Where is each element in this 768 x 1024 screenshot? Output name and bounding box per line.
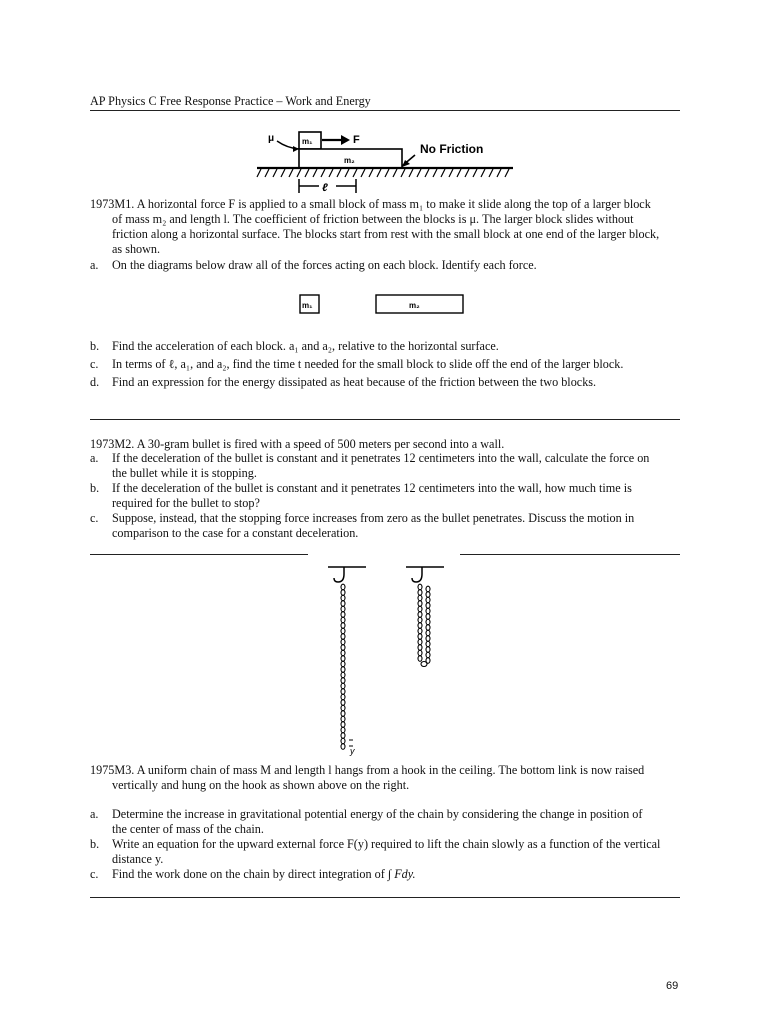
- chain-link: [341, 590, 345, 596]
- chain-link: [418, 639, 422, 645]
- chain-link: [341, 623, 345, 629]
- page-header-title: AP Physics C Free Response Practice – Work and Energy: [90, 94, 371, 108]
- chain-link: [341, 601, 345, 607]
- y-label: y: [350, 746, 355, 756]
- straight-chain: [341, 584, 345, 749]
- problem2-part-b-line1: If the deceleration of the bullet is constant and it penetrates 12 centimeters into the wall, how much time is: [112, 481, 632, 495]
- header-rule: [90, 110, 680, 111]
- problem1-part-c-label: c.: [90, 357, 99, 371]
- problem3-part-a-label: a.: [90, 807, 99, 821]
- problem1-part-d-label: d.: [90, 375, 100, 389]
- chain-link: [341, 689, 345, 695]
- hook-right: [412, 567, 422, 582]
- chain-link: [418, 656, 422, 662]
- chain-link: [341, 744, 345, 750]
- chain-link: [341, 612, 345, 618]
- chain-link: [341, 645, 345, 651]
- problem2-intro: 1973M2. A 30-gram bullet is fired with a speed of 500 meters per second into a wall.: [90, 437, 505, 451]
- chain-link: [341, 705, 345, 711]
- chain-link: [341, 634, 345, 640]
- chain-link: [341, 617, 345, 623]
- chain-link: [341, 672, 345, 678]
- chain-link: [418, 590, 422, 596]
- chain-link: [341, 595, 345, 601]
- integral-expression: ∫ Fdy.: [387, 867, 416, 881]
- folded-chain: [418, 584, 430, 666]
- chain-link: [426, 597, 430, 603]
- problem1-intro-line4: as shown.: [112, 242, 161, 256]
- chain-link: [426, 636, 430, 642]
- chain-link: [426, 603, 430, 609]
- problem2-part-a-label: a.: [90, 451, 99, 465]
- problem2-part-c-label: c.: [90, 511, 99, 525]
- chain-link: [341, 722, 345, 728]
- chain-link: [418, 645, 422, 651]
- fbd-m2-label: m₂: [409, 301, 420, 310]
- problem1-part-c-text: In terms of ℓ, a₁, and a₂, find the time t needed for the small block to slide off the end of the larger block.: [112, 357, 624, 371]
- problem2-part-b-line2: required for the bullet to stop?: [112, 496, 260, 510]
- problem3-part-b-line1: Write an equation for the upward external force F(y) required to lift the chain slowly as a function of the vertical: [112, 837, 661, 851]
- problem3-part-c-line1: Find the work done on the chain by direct integration of: [112, 867, 385, 881]
- mu-label: μ: [268, 133, 275, 144]
- chain-link: [418, 650, 422, 656]
- chain-link: [418, 623, 422, 629]
- chain-link: [341, 628, 345, 634]
- chain-link: [418, 606, 422, 612]
- chain-link: [341, 661, 345, 667]
- chain-link: [418, 617, 422, 623]
- chain-link: [426, 630, 430, 636]
- problem1-part-a-text: On the diagrams below draw all of the forces acting on each block. Identify each force.: [112, 258, 537, 272]
- problem2-divider-left: [90, 554, 308, 555]
- problem2-part-c-line2: comparison to the case for a constant deceleration.: [112, 526, 359, 540]
- chain-link: [426, 614, 430, 620]
- chain-link: [341, 584, 345, 590]
- ground-hatching: [257, 169, 509, 177]
- problem3-part-c-text: [112, 867, 416, 882]
- chain-link: [426, 592, 430, 598]
- problem1-intro-line1: 1973M1. A horizontal force F is applied to a small block of mass m₁ to make it slide along the top of a larger block: [90, 197, 651, 211]
- chain-link: [426, 608, 430, 614]
- chain-link: [426, 647, 430, 653]
- length-label: ℓ: [322, 182, 328, 194]
- chain-link: [341, 727, 345, 733]
- chain-link: [341, 650, 345, 656]
- page-number: 69: [666, 980, 679, 992]
- chain-link: [418, 612, 422, 618]
- problem3-intro-line2: vertically and hung on the hook as shown above on the right.: [112, 778, 410, 792]
- chain-link: [418, 584, 422, 590]
- problem1-part-b-label: b.: [90, 339, 100, 353]
- problem1-part-d-text: Find an expression for the energy dissipated as heat because of the friction between the two blocks.: [112, 375, 597, 389]
- chain-link: [426, 625, 430, 631]
- problem1-part-b-text: Find the acceleration of each block. a₁ and a₂, relative to the horizontal surface.: [112, 339, 499, 353]
- problem1-part-a-label: a.: [90, 258, 99, 272]
- problem1-intro-line2: of mass m₂ and length l. The coefficient of friction between the blocks is μ. The larger block slides without: [112, 212, 634, 226]
- chain-link: [341, 711, 345, 717]
- problem3-part-b-label: b.: [90, 837, 100, 851]
- hanging-chain-figure: [310, 560, 460, 760]
- chain-link: [341, 639, 345, 645]
- problem2-part-a-line2: the bullet while it is stopping.: [112, 466, 257, 480]
- problem2-divider-right: [460, 554, 680, 555]
- problem3-intro-line1: 1975M3. A uniform chain of mass M and length l hangs from a hook in the ceiling. The bottom link is now raised: [90, 763, 645, 777]
- chain-link: [341, 656, 345, 662]
- chain-link: [426, 652, 430, 658]
- chain-link: [421, 662, 427, 667]
- chain-link: [341, 716, 345, 722]
- problem3-part-b-line2: distance y.: [112, 852, 164, 866]
- block-on-block-figure: [255, 122, 520, 196]
- problem2-part-b-label: b.: [90, 481, 100, 495]
- problem3-part-c-label: c.: [90, 867, 99, 881]
- chain-link: [341, 678, 345, 684]
- m1-label: m₁: [302, 137, 313, 146]
- free-body-diagram-blocks: [296, 292, 471, 318]
- chain-link: [418, 628, 422, 634]
- chain-link: [341, 694, 345, 700]
- problem3-part-a-line2: the center of mass of the chain.: [112, 822, 264, 836]
- hook-left: [334, 567, 344, 582]
- no-friction-label: No Friction: [420, 142, 484, 156]
- chain-link: [341, 667, 345, 673]
- chain-link: [341, 606, 345, 612]
- chain-link: [341, 733, 345, 739]
- force-arrow: [341, 135, 350, 145]
- problem1-divider: [90, 419, 680, 420]
- chain-link: [418, 634, 422, 640]
- fbd-m1-label: m₁: [302, 301, 313, 310]
- problem2-part-a-line1: If the deceleration of the bullet is constant and it penetrates 12 centimeters into the wall, calculate the force on: [112, 451, 650, 465]
- chain-link: [418, 601, 422, 607]
- problem2-part-c-line1: Suppose, instead, that the stopping force increases from zero as the bullet penetrates. Discuss the motion in: [112, 511, 635, 525]
- problem1-intro-line3: friction along a horizontal surface. The blocks start from rest with the small block at one end of the larger block,: [112, 227, 660, 241]
- chain-link: [341, 683, 345, 689]
- chain-link: [426, 586, 430, 592]
- m2-label: m₂: [344, 156, 355, 165]
- chain-link: [426, 619, 430, 625]
- chain-link: [341, 738, 345, 744]
- chain-link: [341, 700, 345, 706]
- chain-link: [418, 595, 422, 601]
- force-label: F: [353, 134, 360, 146]
- chain-link: [426, 641, 430, 647]
- problem3-divider: [90, 897, 680, 898]
- problem3-part-a-line1: Determine the increase in gravitational potential energy of the chain by considering the change in position of: [112, 807, 643, 821]
